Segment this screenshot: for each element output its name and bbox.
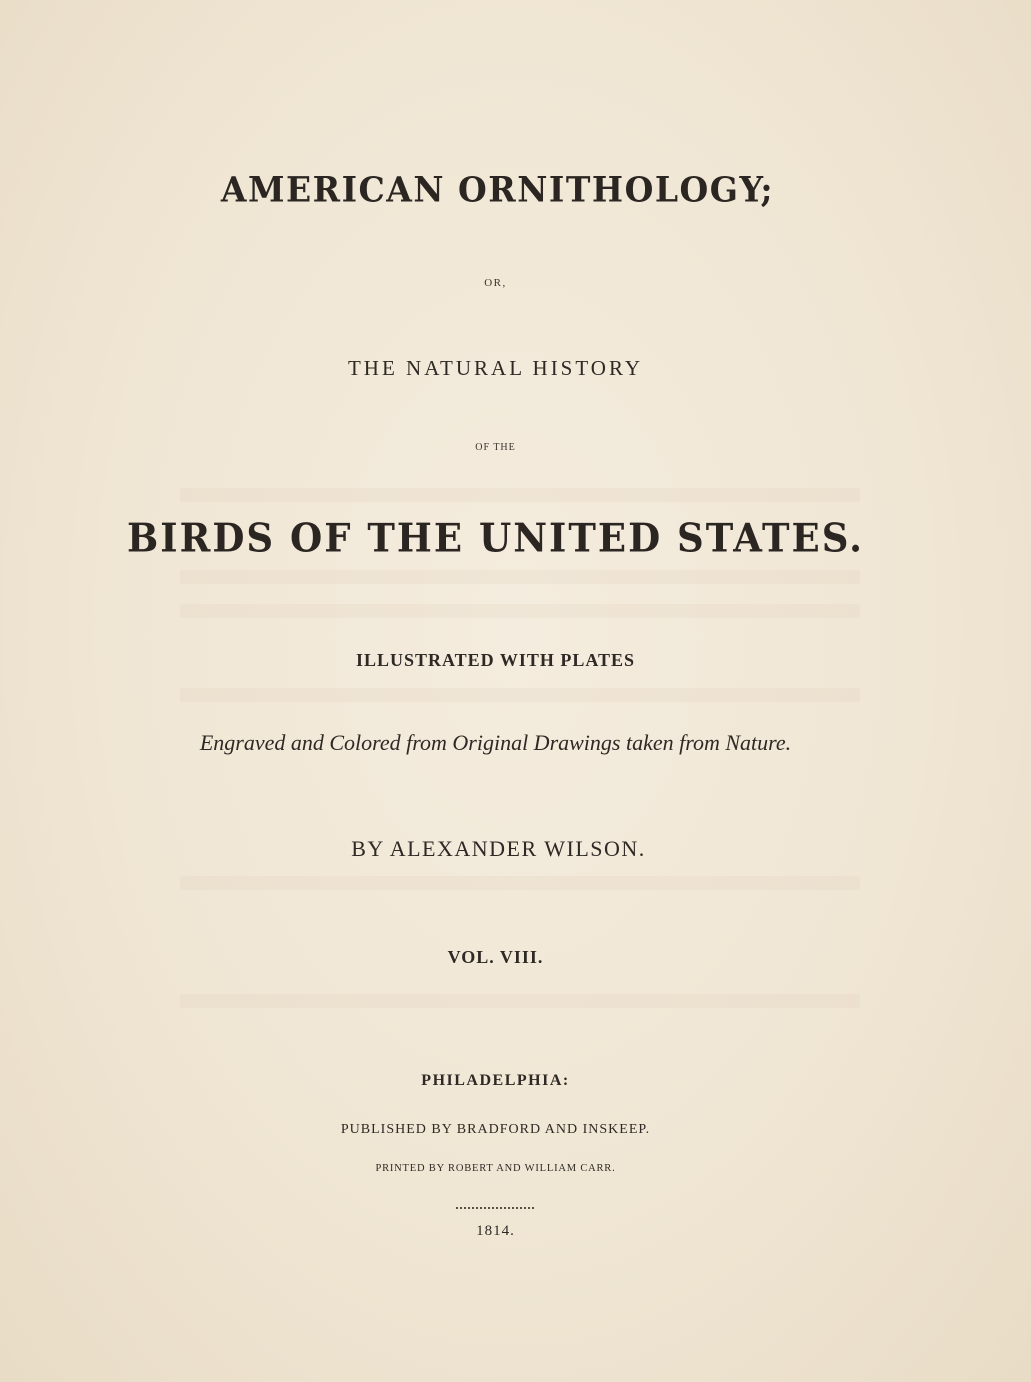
of-the-line: OF THE — [475, 442, 516, 453]
show-through-line — [180, 488, 860, 502]
show-through-line — [180, 688, 860, 702]
birds-title: BIRDS OF THE UNITED STATES. — [126, 514, 864, 562]
illustrated-line: ILLUSTRATED WITH PLATES — [355, 650, 636, 670]
dotted-rule — [456, 1207, 534, 1209]
author-line: BY ALEXANDER WILSON. — [351, 836, 646, 861]
engraved-line: Engraved and Colored from Original Drawings taken from Nature. — [199, 730, 792, 755]
city-line: PHILADELPHIA: — [421, 1072, 570, 1089]
natural-history-line: THE NATURAL HISTORY — [347, 356, 643, 380]
or-line: OR, — [484, 277, 507, 289]
volume-line: VOL. VIII. — [447, 947, 544, 967]
printer-line: PRINTED BY ROBERT AND WILLIAM CARR. — [375, 1163, 616, 1174]
publisher-line: PUBLISHED BY BRADFORD AND INSKEEP. — [340, 1122, 651, 1137]
show-through-line — [180, 876, 860, 890]
show-through-line — [180, 994, 860, 1008]
show-through-line — [180, 604, 860, 618]
year-line: 1814. — [476, 1223, 515, 1239]
main-title: AMERICAN ORNITHOLOGY; — [220, 169, 775, 210]
show-through-line — [180, 570, 860, 584]
